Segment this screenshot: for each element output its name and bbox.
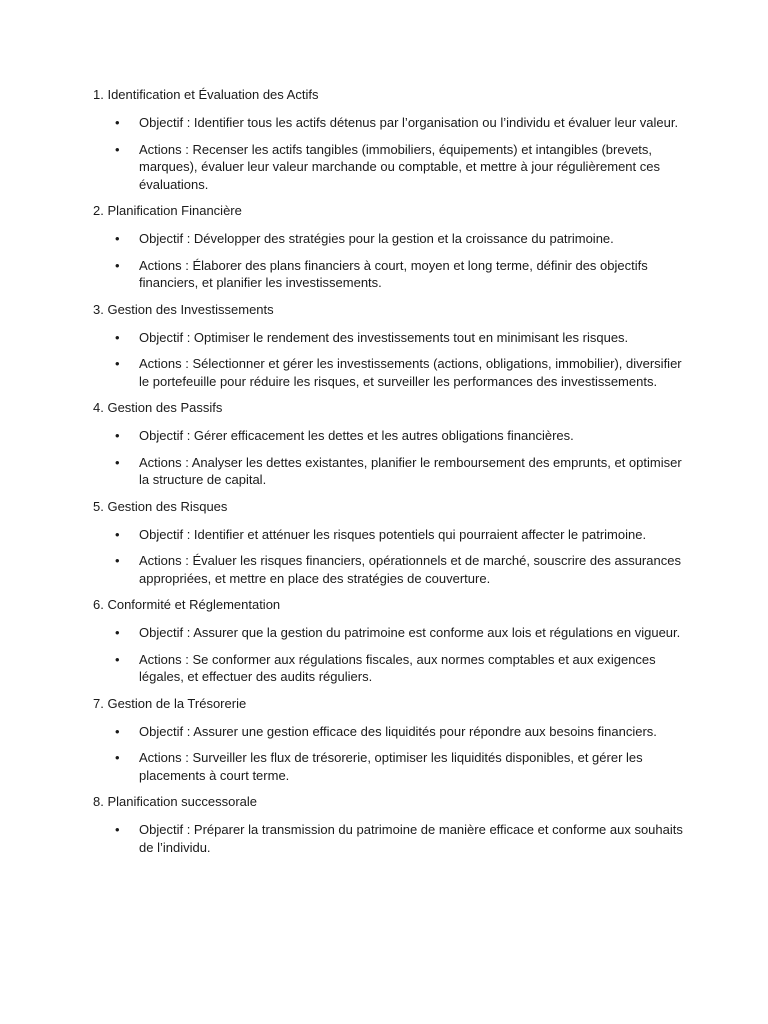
item-separator: : — [181, 356, 193, 371]
section-4 — [93, 399, 688, 489]
item-separator: : — [181, 257, 193, 273]
item-separator: : — [183, 526, 194, 542]
item-label: Objectif — [139, 115, 184, 130]
list-item-actions — [93, 749, 688, 784]
bullet-list — [93, 329, 688, 391]
item-text: Évaluer les risques financiers, opérationnels et de marché, souscrire des assurances appropriées, et mettre en place des stratégies de couverture. — [139, 553, 681, 586]
list-item-objectif — [93, 230, 688, 248]
section-title: 7. Gestion de la Trésorerie — [93, 695, 247, 711]
bullet-list — [93, 723, 688, 785]
item-text: Identifier et atténuer les risques potentiels qui pourraient affecter le patrimoine. — [193, 526, 647, 542]
section-title: 6. Conformité et Réglementation — [93, 597, 281, 612]
section-5 — [93, 498, 688, 588]
item-label: Actions — [139, 257, 182, 273]
section-2 — [93, 202, 688, 292]
item-label: Objectif — [139, 822, 184, 837]
list-item-actions — [93, 651, 688, 686]
bullet-list — [93, 114, 688, 193]
item-text: Sélectionner et gérer les investissements (actions, obligations, immobilier), diversifier le portefeuille pour réduire les risques, et surveiller les performances des investissements. — [139, 356, 682, 389]
bullet-list — [93, 821, 688, 856]
list-item-actions — [93, 454, 688, 489]
list-item-objectif — [93, 624, 688, 642]
item-separator: : — [181, 553, 193, 568]
item-label: Objectif — [139, 428, 184, 443]
bullet-list — [93, 427, 688, 489]
section-6 — [93, 596, 688, 686]
list-item-objectif — [93, 723, 688, 741]
item-text: Analyser les dettes existantes, planifier le remboursement des emprunts, et optimiser la structure de capital. — [139, 454, 682, 487]
item-label: Actions — [139, 651, 182, 667]
item-separator: : — [181, 141, 193, 157]
item-label: Actions — [139, 356, 182, 371]
list-item-actions — [93, 552, 688, 587]
item-label: Actions — [139, 553, 182, 568]
item-text: Développer des stratégies pour la gestion et la croissance du patrimoine. — [193, 231, 614, 246]
item-separator: : — [181, 750, 193, 765]
section-1 — [93, 86, 688, 193]
item-separator: : — [183, 231, 194, 246]
section-title: 1. Identification et Évaluation des Actifs — [93, 87, 319, 102]
item-label: Objectif — [139, 329, 184, 345]
item-text: Assurer que la gestion du patrimoine est conforme aux lois et régulations en vigueur. — [193, 625, 681, 640]
item-label: Objectif — [139, 231, 184, 246]
item-text: Optimiser le rendement des investissements tout en minimisant les risques. — [193, 329, 629, 345]
item-separator: : — [181, 651, 193, 667]
item-separator: : — [183, 329, 194, 345]
bullet-list — [93, 230, 688, 292]
item-label: Objectif — [139, 526, 184, 542]
section-title: 5. Gestion des Risques — [93, 498, 228, 514]
item-label: Objectif — [139, 723, 184, 739]
item-text: Gérer efficacement les dettes et les autres obligations financières. — [193, 428, 574, 443]
list-item-objectif — [93, 427, 688, 445]
item-separator: : — [183, 115, 194, 130]
section-title: 4. Gestion des Passifs — [93, 400, 223, 415]
item-label: Actions — [139, 750, 182, 765]
section-8 — [93, 793, 688, 856]
item-text: Identifier tous les actifs détenus par l’organisation ou l’individu et évaluer leur valeur. — [193, 115, 679, 130]
item-separator: : — [183, 625, 194, 640]
section-title: 8. Planification successorale — [93, 794, 258, 809]
list-item-objectif — [93, 329, 688, 347]
bullet-list — [93, 526, 688, 588]
item-text: Se conformer aux régulations fiscales, aux normes comptables et aux exigences légales, et effectuer des audits réguliers. — [139, 651, 656, 684]
item-label: Actions — [139, 141, 182, 157]
list-item-actions — [93, 257, 688, 292]
list-item-actions — [93, 355, 688, 390]
list-item-objectif — [93, 821, 688, 856]
item-text: Assurer une gestion efficace des liquidités pour répondre aux besoins financiers. — [193, 723, 657, 739]
item-separator: : — [183, 723, 194, 739]
item-text: Élaborer des plans financiers à court, moyen et long terme, définir des objectifs financiers, et planifier les investissements. — [139, 257, 648, 290]
list-item-actions — [93, 141, 688, 194]
item-separator: : — [183, 822, 194, 837]
section-title: 3. Gestion des Investissements — [93, 301, 274, 317]
section-title: 2. Planification Financière — [93, 203, 242, 218]
item-separator: : — [183, 428, 194, 443]
bullet-list — [93, 624, 688, 686]
list-item-objectif — [93, 114, 688, 132]
item-label: Objectif — [139, 625, 184, 640]
item-text: Surveiller les flux de trésorerie, optimiser les liquidités disponibles, et gérer les placements à court terme. — [139, 750, 643, 783]
item-text: Recenser les actifs tangibles (immobiliers, équipements) et intangibles (brevets, marques), évaluer leur valeur marchande ou comptable, et mettre à jour régulièrement ces évaluations. — [139, 141, 660, 192]
item-text: Préparer la transmission du patrimoine de manière efficace et conforme aux souhaits de l’individu. — [139, 822, 683, 855]
section-7 — [93, 695, 688, 785]
item-label: Actions — [139, 454, 182, 470]
section-3 — [93, 301, 688, 391]
list-item-objectif — [93, 526, 688, 544]
item-separator: : — [181, 454, 192, 470]
